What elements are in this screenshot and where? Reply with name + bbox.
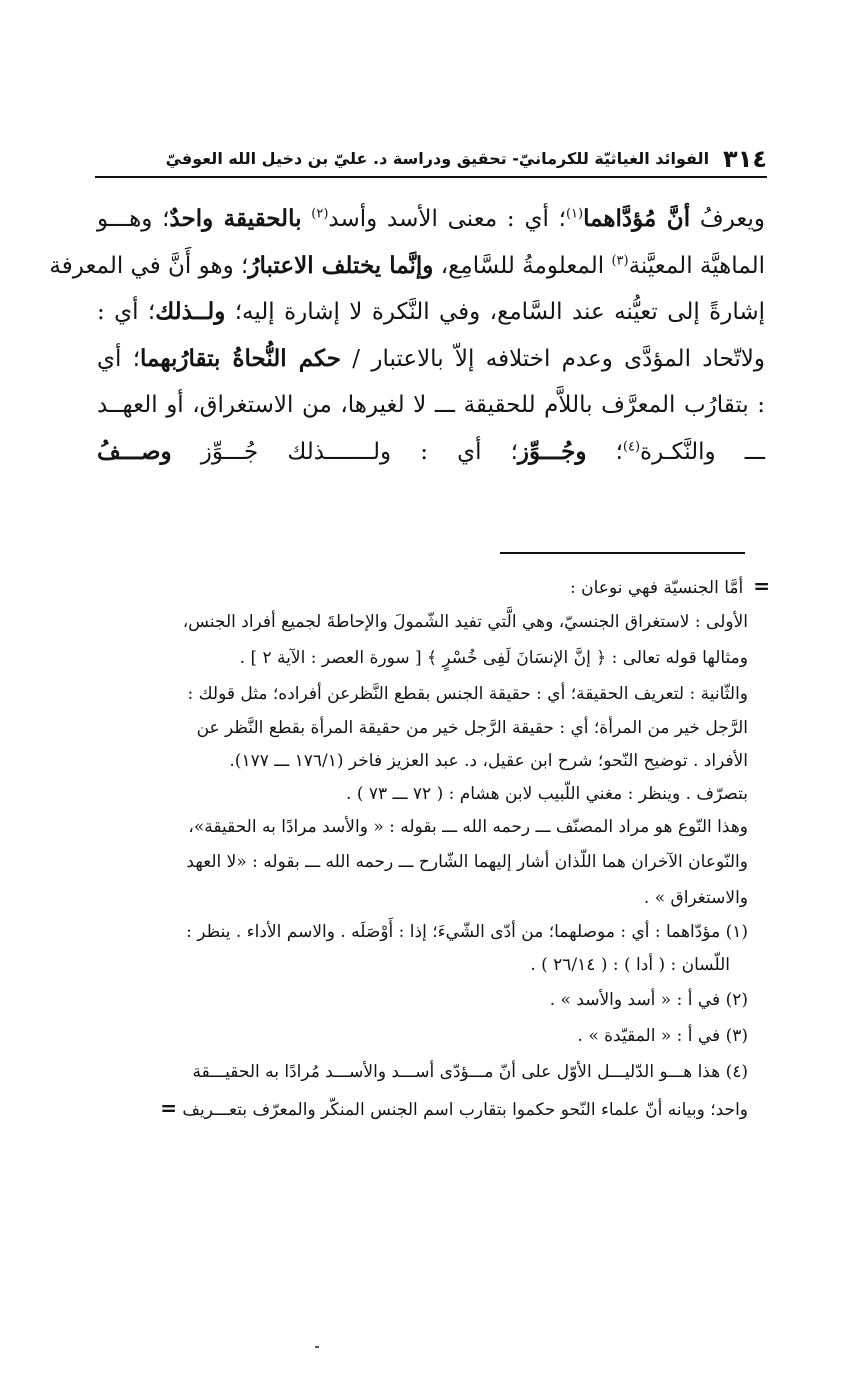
footnote-4-continued [80,1090,770,1126]
footnote-continuation-line: والاستغراق » . [643,888,748,908]
continuation-mark: = [160,1096,177,1120]
text-run: : بتقارُب المعرَّف باللاَّم للحقيقة ـــ لا لغيرها، من الاستغراق، أو العهــد [97,392,765,418]
emphasis-text: وجُـــوِّز [517,437,587,465]
footnote-continuation-line: والثّانية : لتعريف الحقيقة؛ أي : حقيقة الجنس بقطع النَّظرعن أفراده؛ مثل قولك : [187,684,748,704]
footnote-continuation-line: الأفراد . توضيح النّحو؛ شرح ابن عقيل، د. عبد العزيز فاخر (١٧٦/١ ـــ ١٧٧). [229,751,748,771]
text-run: ؛ أي : معنى الأسد وأسد [328,206,566,232]
text-run: ؛ أي : [97,299,156,325]
page-number: ٣١٤ [723,145,767,173]
footnote-4: (٤) هذا هـــو الدّليـــل الأوّل على أنّ مـــؤدّى أســـد والأســـد مُرادًا به الحقيـــقة [192,1062,748,1082]
footnote-ref: (٤) [622,438,641,454]
text-run: ؛ أي [97,345,141,372]
footnote-continuation-line: وهذا النّوع هو مراد المصنّف ـــ رحمه الله ـــ بقوله : « والأسد مرادًا به الحقيقة»، [188,817,748,837]
emphasis-text: بالحقيقة واحدٌ [169,205,302,232]
footnote-separator [500,552,745,554]
text-run: الماهيَّة المعيَّنة [628,252,765,279]
running-header [95,140,767,174]
emphasis-text: وصـــفُ [97,437,172,465]
footnote-ref: (٣) [611,252,629,268]
text-run: ؛ وهو أَنَّ في المعرفة [49,252,249,279]
main-text-line [97,336,765,383]
text-run: ؛ وهـــو [97,206,170,232]
text-run: أمَّا الجنسيّة فهي نوعان : [570,578,744,598]
text-run: ؛ أي : ولـــــــذلك جُـــوِّز [171,438,518,465]
scan-speck [315,1346,319,1348]
main-text [49,196,766,475]
footnote-continuation-line: والنّوعان الآخران هما اللّذان أشار إليهما الشّارح ـــ رحمه الله ـــ بقوله : «لا العهد [186,852,748,872]
emphasis-text: حكم النُّحاةُ بتقارُبهما [140,344,341,372]
header-rule [95,176,767,178]
text-run: ؛ [586,438,623,465]
main-text-line [49,243,765,290]
main-text-line [97,289,765,336]
running-title: الفوائد الغياثيّة للكرمانيّ- تحقيق ودراسة د. عليّ بن دخيل الله العوفيّ [165,149,710,168]
text-run: ولاتّحاد المؤدَّى وعدم اختلافه إلاّ بالاعتبار / [340,345,766,372]
emphasis-text: وإنَّما يختلف الاعتبارُ [248,251,434,279]
text-run: ـــ والنَّكـرة [640,438,765,465]
footnote-continuation-line: بتصرّف . وينظر : مغني اللّبيب لابن هشام : ( ٧٢ ـــ ٧٣ ) . [346,784,748,804]
emphasis-text: ولــذلك [155,298,226,325]
continuation-mark: = [753,574,770,598]
footnote-ref: (٢) [311,206,329,222]
text-run [301,206,311,232]
footnote-continuation-line [80,568,770,604]
main-text-line [97,382,765,429]
footnote-ref: (١) [565,206,584,222]
main-text-line [97,429,765,476]
main-text-line [97,196,765,243]
footnote-2: (٢) في أ : « أسد والأسد » . [549,990,748,1010]
footnotes [80,568,770,1126]
text-run: ويعرفُ [690,206,765,232]
footnote-3: (٣) في أ : « المقيّدة » . [577,1026,748,1046]
emphasis-text: أنَّ مُؤدَّاهما [583,205,691,232]
text-run: المعلومةُ للسَّامِع، [433,252,612,279]
text-run: إشارةً إلى تعيُّنه عند السَّامع، وفي النَّكرة لا إشارة إليه؛ [225,299,765,325]
footnote-continuation-line: ومثالها قوله تعالى : ﴿ إنَّ الإنسَانَ لَفِى خُسْرٍ ﴾ [ سورة العصر : الآية ٢ ] . [239,648,748,668]
footnote-1-continued: اللّسان : ( أدا ) : ( ٢٦/١٤ ) . [530,955,730,975]
text-run: واحد؛ وبيانه أنّ علماء النّحو حكموا بتقارب اسم الجنس المنكّر والمعرّف بتعـــريف [182,1100,748,1120]
footnote-1: (١) مؤدّاهما : أي : موصلهما؛ من أدّى الشّيءَ؛ إذا : أَوْصَلَه . والاسم الأداء . ينظر : [186,922,748,942]
footnote-continuation-line: الأولى : لاستغراق الجنسيّ، وهي الَّتي تفيد الشّمولَ والإحاطةَ لجميع أفراد الجنس، [182,612,748,632]
footnote-continuation-line: الرَّجل خير من المرأة؛ أي : حقيقة الرَّجل خير من حقيقة المرأة بقطع النَّظر عن [196,718,748,738]
